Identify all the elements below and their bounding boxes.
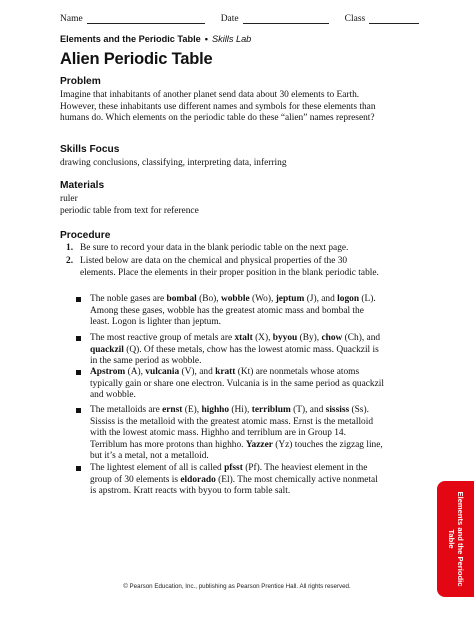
- copyright-footer: © Pearson Education, Inc., publishing as Pearson Prentice Hall. All rights reserved.: [123, 583, 351, 590]
- bullet-text: Apstrom (A), vulcania (V), and kratt (Kt) are nonmetals whose atoms typically gain or share one electron. Vulcania is in the same period as quackzil and wobble.: [90, 367, 384, 401]
- element-name: chow: [321, 333, 343, 343]
- bullet-text: The most reactive group of metals are xtalt (X), byyou (By), chow (Ch), and quackzil (Q). Of these metals, chow has the lowest atomic mass. Quackzil is in the same period as wobble.: [90, 333, 381, 367]
- element-name: vulcania: [145, 367, 180, 377]
- element-name: byyou: [272, 333, 298, 343]
- bullet-text: The lightest element of all is called pfsst (Pf). The heaviest element in the group of 30 elements is eldorado (El). The most chemically active nonmetal is apstrom. Kratt reacts with byyou to form table salt.: [90, 463, 378, 497]
- square-bullet-icon: [76, 466, 81, 471]
- element-name: bombal: [166, 294, 197, 304]
- element-name: highho: [201, 405, 230, 415]
- element-name: eldorado: [180, 474, 216, 485]
- class-blank[interactable]: [369, 15, 419, 24]
- element-name: Yazzer: [245, 439, 273, 450]
- procedure-step: [60, 243, 385, 255]
- header-fields: [60, 14, 410, 24]
- class-field: [345, 14, 420, 24]
- element-name: jeptum: [275, 294, 305, 304]
- chapter-name: Elements and the Periodic Table: [60, 34, 201, 44]
- procedure-bullet: [74, 333, 384, 368]
- square-bullet-icon: [76, 336, 81, 341]
- name-label: Name: [60, 14, 83, 24]
- element-name: logon: [337, 294, 360, 304]
- element-name: kratt: [215, 367, 236, 377]
- name-blank[interactable]: [87, 15, 205, 24]
- skills-focus-heading: Skills Focus: [60, 144, 120, 155]
- step-number: 1.: [66, 243, 74, 253]
- name-field: [60, 14, 205, 24]
- square-bullet-icon: [76, 408, 81, 413]
- procedure-bullet: [74, 294, 384, 329]
- page-title: Alien Periodic Table: [60, 50, 213, 68]
- chapter-subhead: [60, 34, 251, 44]
- element-name: xtalt: [234, 333, 253, 343]
- bullet-text: The metalloids are ernst (E), highho (Hi), terriblum (T), and sississ (Ss). Sississ is the metalloid with the greatest atomic mass. Ernst is the metalloid with the lowest atomic mass. Highho and terriblum are in Group 14. Terriblum has more protons than highho. Yazzer (Yz) touches the zigzag line, but it’s a metal, not a metalloid.: [90, 405, 383, 462]
- procedure-step: [60, 256, 385, 279]
- material-item: periodic table from text for reference: [60, 206, 199, 216]
- procedure-heading: Procedure: [60, 230, 111, 241]
- date-label: Date: [220, 14, 239, 24]
- date-blank[interactable]: [243, 15, 329, 24]
- class-label: Class: [344, 14, 366, 24]
- procedure-bullet: [74, 463, 384, 498]
- materials-heading: Materials: [60, 180, 105, 191]
- element-name: pfsst: [224, 463, 243, 473]
- bullet-separator: •: [204, 34, 208, 44]
- problem-heading: Problem: [60, 76, 101, 87]
- element-name: wobble: [220, 294, 250, 304]
- date-field: [221, 14, 329, 24]
- step-text: Listed below are data on the chemical and physical properties of the 30 elements. Place the elements in their proper position in the blank periodic table.: [80, 256, 379, 278]
- element-name: terriblum: [251, 405, 291, 415]
- problem-text: Imagine that inhabitants of another planet send data about 30 elements to Earth. However, these inhabitants use different names and symbols for these elements than humans do. Which elements on the periodic table do these “alien” names represent?: [60, 90, 376, 124]
- skills-focus-text: drawing conclusions, classifying, interpreting data, inferring: [60, 158, 287, 168]
- element-name: Apstrom: [90, 367, 126, 377]
- procedure-bullet: [74, 405, 384, 463]
- step-text: Be sure to record your data in the blank periodic table on the next page.: [80, 243, 349, 253]
- square-bullet-icon: [76, 370, 81, 375]
- procedure-bullet: [74, 367, 384, 402]
- side-tab-label: Elements and the Periodic Table: [446, 491, 465, 587]
- lab-type: Skills Lab: [211, 34, 252, 44]
- chapter-side-tab: [437, 481, 474, 597]
- element-name: quackzil: [90, 344, 124, 355]
- element-name: sississ: [325, 405, 350, 415]
- bullet-text: The noble gases are bombal (Bo), wobble (Wo), jeptum (J), and logon (L). Among these gases, wobble has the greatest atomic mass and bombal the least. Logon is lighter than jeptum.: [90, 294, 376, 328]
- square-bullet-icon: [76, 297, 81, 302]
- step-number: 2.: [66, 256, 74, 266]
- element-name: ernst: [162, 405, 183, 415]
- material-item: ruler: [60, 194, 78, 204]
